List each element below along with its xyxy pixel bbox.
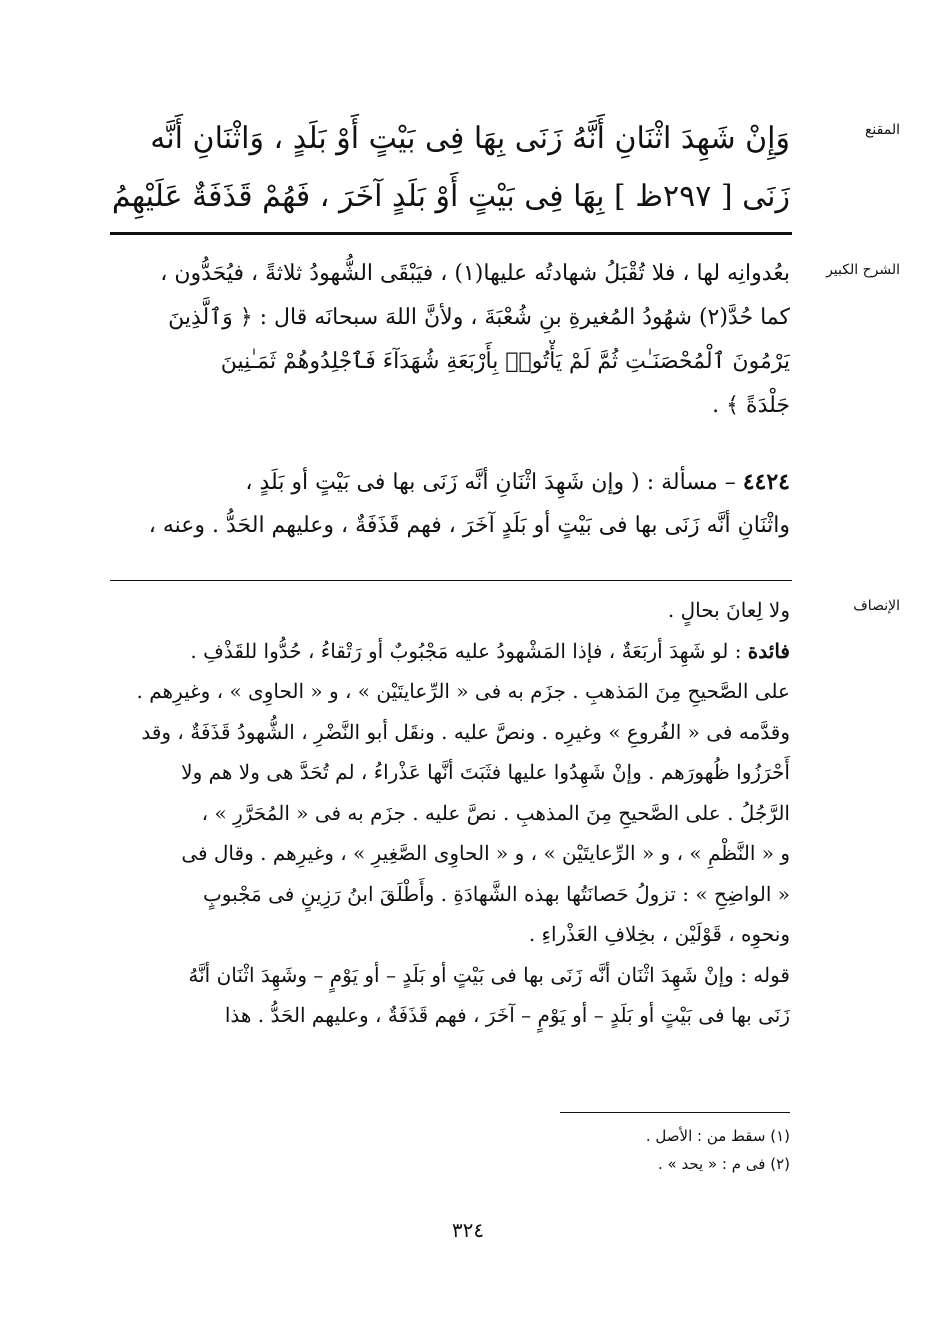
insaf-line-0: ولا لِعانَ بحالٍ .	[667, 598, 790, 622]
insaf-line-3: وقدَّمه فى « الفُروعِ » وغيرِه . ونصَّ عليه . ونقَل أبو النَّضْرِ ، الشُّهودُ قَذَفَةٌ ، وقد	[141, 719, 790, 744]
masala-line-1-text: – مسألة : ( وإن شَهِدَ اثْنَانِ أنَّه زَنَى بها فى بَيْتٍ أو بَلَدٍ ،	[245, 470, 743, 495]
insaf-line-1-text: : لو شَهِدَ أربَعَةٌ ، فإذا المَشْهودُ عليه مَجْبُوبٌ أو رَتْقاءُ ، حُدُّوا للقَذْفِ .	[190, 638, 748, 663]
masala-text	[108, 460, 790, 548]
masala-line-1	[108, 460, 790, 504]
insaf-line-4: أَحْرَزُوا ظُهورَهم . وإنْ شَهِدُوا عليها فثَبَتَ أنَّها عَذْراءُ ، لم تُحَدَّ هى ولا هم ولا	[181, 760, 790, 784]
sharh-line-2: كما حُدَّ(٢) شهُودُ المُغيرةِ بنِ شُعْبَةَ ، ولأنَّ اللهَ سبحانَه قال : ﴿ وَٱلَّذِينَ	[168, 305, 790, 330]
label-sharh: الشرح الكبير	[826, 262, 900, 278]
insaf-line-7: « الواضِحِ » : تزولُ حَصانَتُها بهذه الشَّهادَةِ . وأَطْلَقَ ابنُ رَزِينٍ فى مَجْبوبٍ	[202, 881, 790, 906]
divider-thick	[110, 232, 792, 235]
insaf-line-1	[108, 631, 790, 672]
footnote-divider	[560, 1112, 790, 1113]
page-number: ٣٢٤	[451, 1218, 485, 1242]
muqni-line-2: زَنَى [ ٢٩٧ظ ] بِهَا فِى بَيْتٍ أَوْ بَلَدٍ آخَرَ ، فَهُمْ قَذَفَةٌ عَلَيْهِمُ	[111, 179, 790, 214]
label-muqni: المقنع	[864, 122, 900, 138]
sharh-line-1: بعُدوانِه لها ، فلا تُقْبَلُ شهادتُه عليها(١) ، فيَبْقَى الشُّهودُ ثلاثةً ، فيُحَدُّون ،	[160, 261, 790, 286]
footnote-2: (٢) فى م : « يحد » .	[657, 1155, 790, 1173]
divider-thin	[110, 580, 792, 581]
sharh-text	[108, 252, 790, 428]
label-insaf: الإنصاف	[853, 598, 900, 614]
insaf-text	[108, 590, 790, 1036]
insaf-line-5: الرَّجُلُ . على الصَّحيحِ مِنَ المذهبِ . نصَّ عليه . جزَم به فى « المُحَرَّرِ » ،	[201, 800, 790, 825]
insaf-line-10: زَنَى بها فى بَيْتٍ أو بَلَدٍ – أو يَوْمٍ – آخَرَ ، فهم قَذَفَةٌ ، وعليهم الحَدُّ . هذا	[224, 1003, 790, 1027]
muqni-line-1: وَإِنْ شَهِدَ اثْنَانِ أَنَّهُ زَنَى بِهَا فِى بَيْتٍ أَوْ بَلَدٍ ، وَاثْنَانِ أَنَّه	[150, 121, 790, 156]
faida-label: فائدة	[747, 638, 790, 663]
footnote-1: (١) سقط من : الأصل .	[645, 1127, 790, 1145]
footnotes	[560, 1122, 790, 1178]
insaf-line-9: قوله : وإنْ شَهِدَ اثْنَان أنَّه زَنَى بها فى بَيْتٍ أو بَلَدٍ – أو يَوْمٍ – وشَهِدَ اثْنَان أنَّهُ	[188, 962, 790, 987]
sharh-line-3: يَرْمُونَ ٱلْمُحْصَنَـٰتِ ثُمَّ لَمْ يَأْتُوا۟ بِأَرْبَعَةِ شُهَدَآءَ فَٱجْلِدُوهُمْ ثَمَـٰنِينَ	[220, 349, 790, 374]
muqni-text	[108, 110, 790, 226]
sharh-line-4: جَلْدَةً ﴾ .	[712, 393, 790, 418]
insaf-line-2: على الصَّحيحِ مِنَ المَذهبِ . جزَم به فى « الرِّعايتَيْن » ، و « الحاوِى » ، وغيرِهم .	[136, 679, 790, 703]
masala-line-2: واثْنَانِ أنَّه زَنَى بها فى بَيْتٍ أو بَلَدٍ آخَرَ ، فهم قَذَفَةٌ ، وعليهم الحَدُّ . وعنه ،	[148, 513, 790, 538]
insaf-line-6: و « النَّظْمِ » ، و « الرِّعايتَيْن » ، و « الحاوِى الصَّغِيرِ » ، وغيرِهم . وقال فى	[181, 841, 790, 865]
insaf-line-8: ونحوِه ، قَوْلَيْن ، بخِلافِ العَذْراءِ .	[528, 922, 790, 946]
masala-number: ٤٤٢٤	[742, 469, 790, 495]
